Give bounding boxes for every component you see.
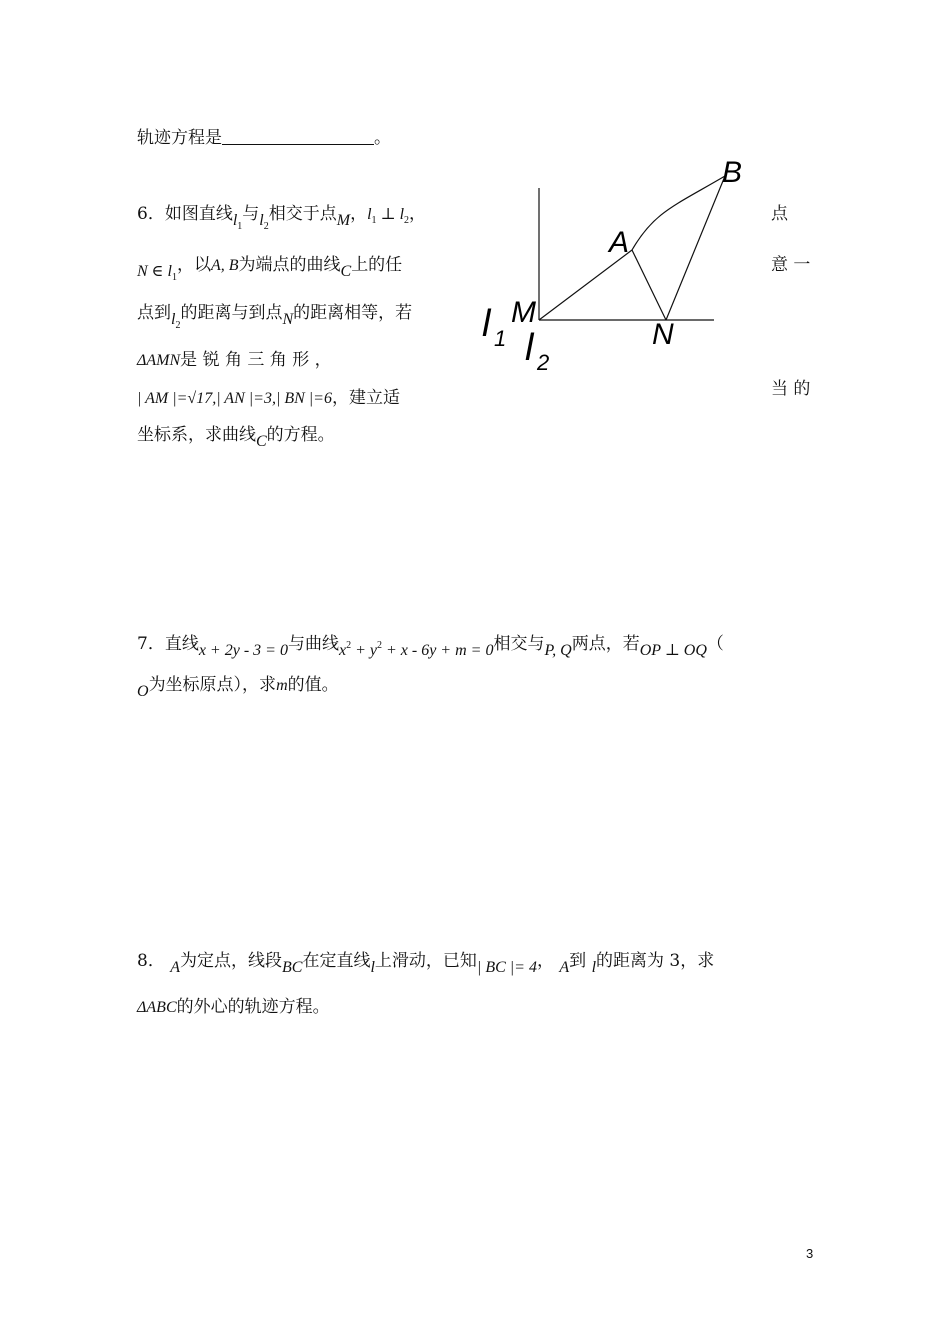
label-l1-sub: 1 <box>494 326 507 351</box>
q8-line-1: 8． A为定点，线段BC在定直线l上滑动，已知| BC |= 4， A到 l的距离为 3，求 <box>137 951 715 976</box>
q6-line-4: ΔAMN是 锐 角 三 角 形 ， <box>137 350 332 370</box>
segment-NB <box>666 176 725 320</box>
segment-MA <box>539 250 632 320</box>
q8-line-2: ΔABC的外心的轨迹方程。 <box>137 997 330 1017</box>
label-M: M <box>511 296 536 329</box>
q6-line-3: 点到$l_2$的距离与到点N的距离相等，若 <box>137 303 413 331</box>
curve-C <box>632 176 725 250</box>
q7-line-1: 7．直线x + 2y - 3 = 0与曲线$x^2 + y^2 + x - 6y + m = 0$相交与P, Q两点，若OP ⊥ OQ（ <box>137 634 724 659</box>
q6-line-1-right: 点 <box>771 204 788 224</box>
q6-line-5-right: 当 的 <box>771 379 811 399</box>
label-l1: l <box>482 303 491 345</box>
q6-line-2-right: 意 一 <box>771 255 811 275</box>
label-B: B <box>722 156 743 189</box>
q7-line-2: O为坐标原点），求m的值。 <box>137 675 339 700</box>
q6-figure <box>470 150 750 380</box>
answer-blank <box>222 129 374 145</box>
page-number: 3 <box>806 1246 814 1261</box>
segment-AN <box>632 250 666 320</box>
q6-line-6: 坐标系，求曲线C的方程。 <box>137 425 335 450</box>
q6-line-1: 6．如图直线$l_1$与$l_2$相交于点M，$l_1$ ⊥ $l_2$， <box>137 204 427 232</box>
label-l2-sub: 2 <box>537 350 550 375</box>
label-A: A <box>609 226 630 259</box>
q6-line-2: N ∈ $l_1$，以A, B为端点的曲线C上的任 <box>137 255 403 283</box>
q6-line-5: | AM |=√17,| AN |=3,| BN |=6，建立适 <box>137 388 400 408</box>
q5-answer-line: 轨迹方程是 。 <box>137 128 391 148</box>
label-N: N <box>652 318 674 351</box>
label-l2: l <box>525 327 534 369</box>
